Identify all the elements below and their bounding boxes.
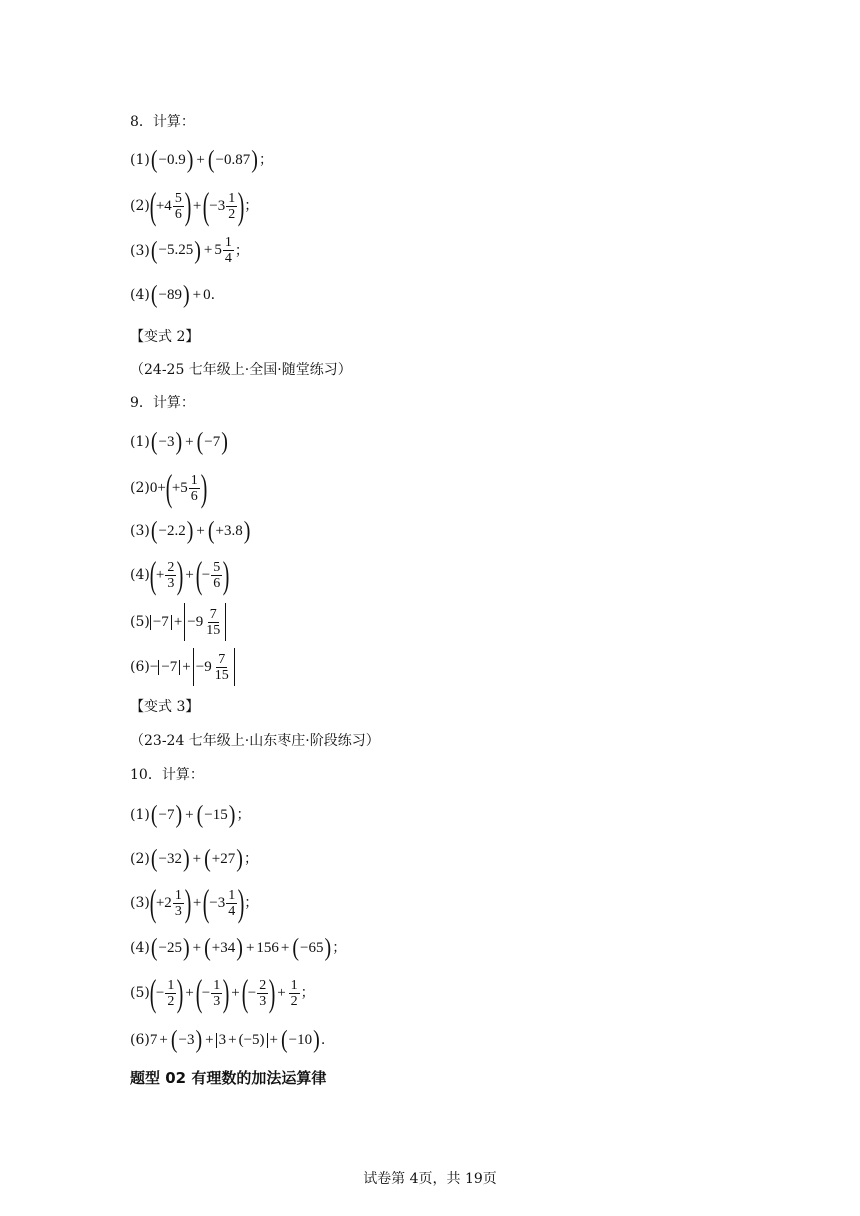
variant-3-heading: 【变式 3】 — [130, 699, 200, 715]
variant-2-source: （24-25 七年级上·全国·随堂练习） — [130, 362, 352, 378]
q8-title: 8．计算： — [130, 114, 195, 130]
q8-item-2: (2) ( +4 $\frac{5}{6}$ ) + ( −3 $\frac{1}{2}$ ) ； — [130, 185, 259, 227]
variant-3-source: （23-24 七年级上·山东枣庄·阶段练习） — [130, 733, 380, 749]
q10-item-4: (4) ( −25 ) + ( +34 ) + 156 + ( −65 ) ； — [130, 934, 347, 962]
q10-item-2: (2) ( −32 ) + ( +27 ) ； — [130, 845, 258, 873]
q10-title: 10．计算： — [130, 767, 204, 783]
q9-item-1: (1) ( −3 ) + ( −7 ) — [130, 428, 228, 456]
q10-item-3: (3) ( +2 $\frac{1}{3}$ ) + ( −3 $\frac{1}{4}$ ) ； — [130, 882, 259, 924]
q8-item-1: (1) ( −0.9 ) + ( −0.87 ) ； — [130, 146, 273, 174]
q8-item-4: (4) ( −89 ) + 0 . — [130, 281, 216, 309]
q9-item-5: (5) −7 + −9 $\frac{7}{15}$ — [130, 603, 226, 641]
variant-2-heading: 【变式 2】 — [130, 329, 200, 345]
q9-item-4: (4) ( + $\frac{2}{3}$ ) + ( − $\frac{5}{6}$ ) — [130, 554, 230, 596]
q10-item-5: (5) ( − $\frac{1}{2}$ ) + ( − $\frac{1}{3}$ ) + ( − $\frac{2}{3}$ ) + $\frac{1}{2}$ ； — [130, 972, 315, 1014]
section-title: 题型 02 有理数的加法运算律 — [130, 1069, 327, 1087]
q9-item-2: (2) 0+ ( +5 $\frac{1}{6}$ ) — [130, 467, 208, 509]
q10-item-1: (1) ( −7 ) + ( −15 ) ； — [130, 801, 251, 829]
q9-item-6: (6) − −7 + −9 $\frac{7}{15}$ — [130, 648, 235, 686]
q9-title: 9．计算： — [130, 395, 195, 411]
q9-item-3: (3) ( −2.2 ) + ( +3.8 ) — [130, 517, 251, 545]
q8-item-3: (3) ( −5.25 ) + 5 $\frac{1}{4}$ ； — [130, 235, 249, 266]
page-footer: 试卷第 4页，共 19页 — [363, 1171, 497, 1187]
q10-item-6: (6) 7 + ( −3 ) + 3 + (−5) + ( −10 ) . — [130, 1026, 326, 1054]
